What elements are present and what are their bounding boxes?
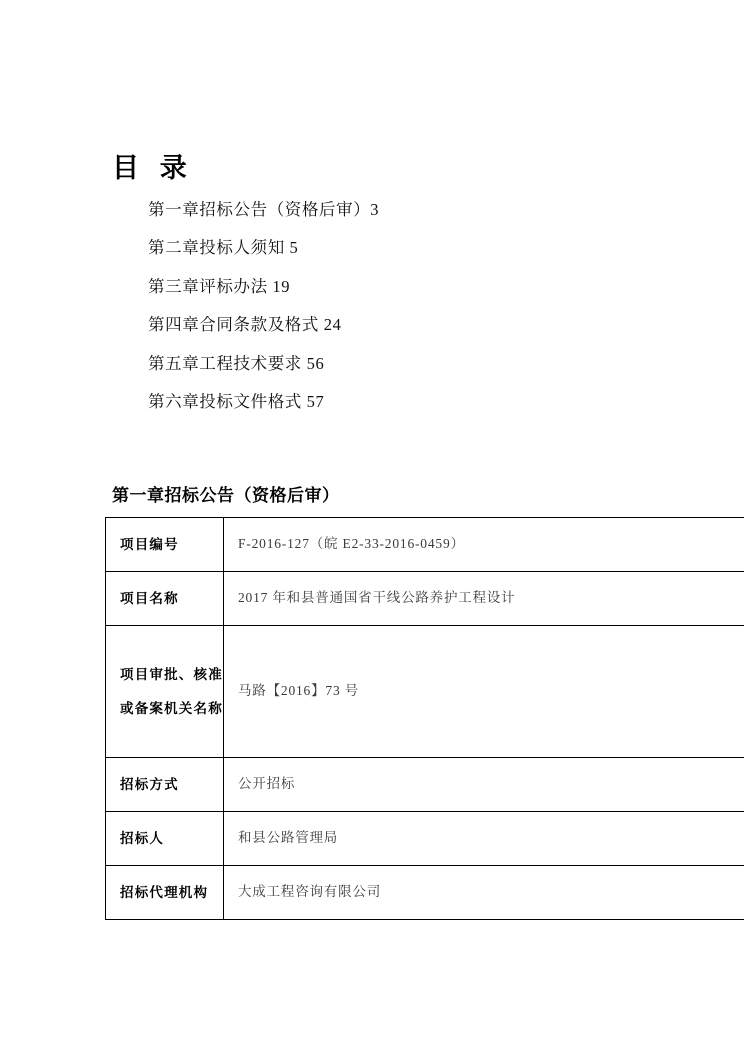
table-row [106,518,744,572]
toc-entry[interactable]: 第二章投标人须知 5 [148,238,299,258]
project-info-table [105,517,744,920]
table-row [106,866,744,920]
table-row-label: 招标代理机构 [106,866,224,920]
page-title: 第一章招标公告（资格后审） [112,486,340,505]
table-row [106,572,744,626]
table-row [106,812,744,866]
table-row-label: 项目审批、核准或备案机关名称 [106,626,224,758]
table-row-value: 马路【2016】73 号 [224,626,744,758]
table-row-value: 公开招标 [224,758,744,812]
table-row-label: 招标方式 [106,758,224,812]
toc-entry[interactable]: 第四章合同条款及格式 24 [148,315,342,335]
toc-list [112,199,672,412]
toc-entry[interactable]: 第一章招标公告（资格后审）3 [148,199,380,219]
toc-entry[interactable]: 第五章工程技术要求 56 [148,353,325,373]
table-row [106,758,744,812]
table-of-contents [112,152,672,433]
toc-heading: 目 录 [112,153,194,183]
table-row-label: 招标人 [106,812,224,866]
table-row-label: 项目编号 [106,518,224,572]
table-row-value: 2017 年和县普通国省干线公路养护工程设计 [224,572,744,626]
toc-entry[interactable]: 第三章评标办法 19 [148,276,291,296]
table-row-value: 和县公路管理局 [224,812,744,866]
table-row-value: F-2016-127（皖 E2-33-2016-0459） [224,518,744,572]
table-row-value: 大成工程咨询有限公司 [224,866,744,920]
toc-entry[interactable]: 第六章投标文件格式 57 [148,392,325,412]
table-row-label: 项目名称 [106,572,224,626]
table-row [106,626,744,758]
project-info-table-container [105,517,718,920]
